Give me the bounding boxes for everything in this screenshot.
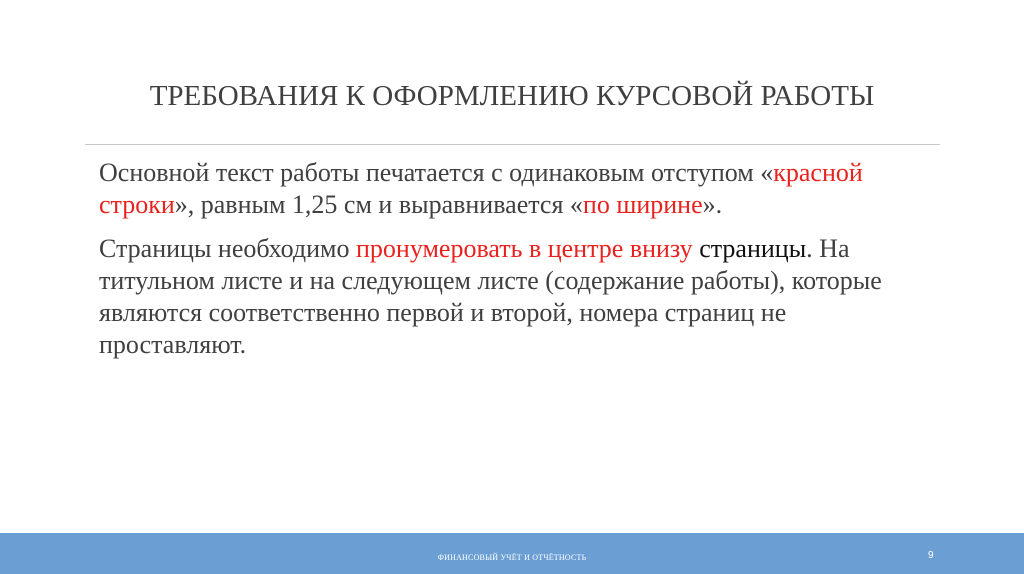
paragraph-indent	[99, 157, 939, 221]
page-number: 9	[928, 550, 934, 561]
highlight-justify: по ширине	[582, 190, 703, 219]
paragraph-numbering	[99, 233, 939, 361]
paragraph-text: Основной текст работы печатается с одинаковым отступом «	[99, 158, 774, 187]
paragraph-text: страницы	[699, 234, 807, 263]
slide-body	[99, 157, 939, 373]
paragraph-text: Страницы необходимо	[99, 234, 356, 263]
paragraph-text: », равным 1,25 см и выравнивается «	[174, 190, 583, 219]
title-divider	[85, 144, 940, 145]
highlight-numbering: пронумеровать в центре внизу	[355, 234, 693, 263]
paragraph-text: . На титульном листе и на следующем листе (содержание работы), которые являются соответственно первой и второй, номера страниц не проставляют.	[99, 234, 882, 359]
paragraph-text: ».	[702, 190, 723, 219]
footer-title: ФИНАНСОВЫЙ УЧЁТ И ОТЧЁТНОСТЬ	[437, 553, 587, 562]
highlight-red-line: красной строки	[99, 158, 863, 219]
slide-title: ТРЕБОВАНИЯ К ОФОРМЛЕНИЮ КУРСОВОЙ РАБОТЫ	[149, 80, 875, 112]
